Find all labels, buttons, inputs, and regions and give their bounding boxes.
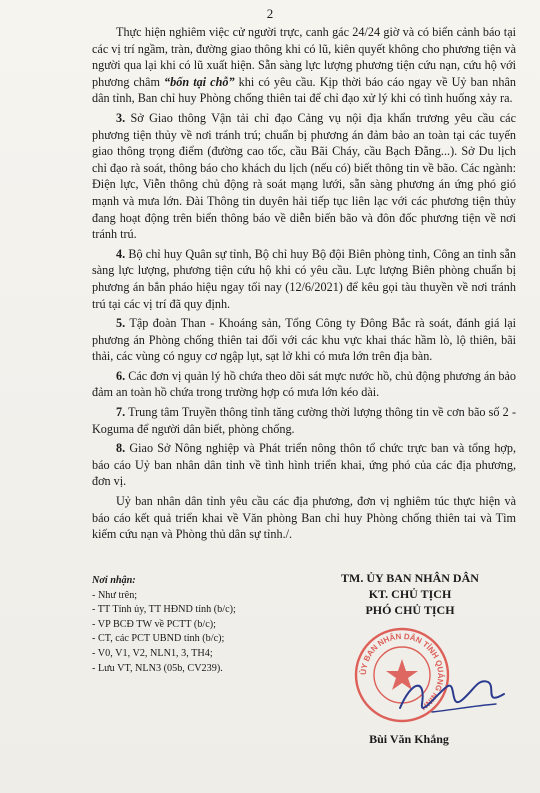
motto-quote: “bốn tại chỗ” (164, 74, 235, 89)
paragraph-item-6 (92, 368, 516, 401)
item-number: 5. (116, 316, 126, 331)
item-number: 7. (116, 405, 126, 420)
recipient-item: - CT, các PCT UBND tỉnh (b/c); (92, 633, 225, 645)
item-number: 6. (116, 368, 126, 383)
paragraph-text: Sở Giao thông Vận tải chỉ đạo Cảng vụ nội địa khẩn trương yêu cầu các phương tiện thủy về nơi tránh trú; chuẩn bị phương án đảm bảo an toàn tại các tuyến giao thông trọng điểm (đường cao tốc, cầu Bãi Cháy, cầu Bạch Đằng...). Sở Du lịch chỉ đạo rà soát, thông báo cho khách du lịch (nếu có) biết thông tin về bão. Các ngành: Điện lực, Viễn thông chủ động rà soát mạng lưới, sẵn sàng phương án ứng phó gió mạnh và mưa lớn. Đài Thông tin duyên hải tiếp tục liên lạc với các phương tiện thủy đang hoạt động trên biển thông báo về diễn biến bão và đôn đốc phương tiện về nơi tránh trú. (92, 110, 516, 242)
paragraph-text: Các đơn vị quản lý hồ chứa theo dõi sát mực nước hồ, chủ động phương án bảo đảm an toàn hồ chứa trong trường hợp có mưa lớn kéo dài. (92, 368, 516, 400)
sign-line-role: KT. CHỦ TỊCH (368, 587, 452, 601)
item-number: 4. (116, 246, 126, 261)
paragraph-text: Bộ chỉ huy Quân sự tỉnh, Bộ chỉ huy Bộ đội Biên phòng tỉnh, Công an tỉnh sẵn sàng lực lượng, phương tiện cứu hộ khi có yêu cầu. Lực lượng Biên phòng chuẩn bị phương án bắn pháo hiệu ngay tối nay (12/6/2021) để kêu gọi tàu thuyền về nơi tránh trú tại các vị trí đã quy định. (92, 246, 516, 311)
paragraph-closing: Uỷ ban nhân dân tỉnh yêu cầu các địa phương, đơn vị nghiêm túc thực hiện và báo cáo kết quả triển khai về Văn phòng Ban chỉ huy Phòng chống thiên tai và Tìm kiếm cứu nạn và Phòng thủ dân sự tỉnh./. (92, 494, 516, 542)
recipient-item: - Lưu VT, NLN3 (05b, CV239). (92, 662, 223, 674)
sign-line-org: TM. ỦY BAN NHÂN DÂN (341, 571, 479, 585)
paragraph-storm-watch (92, 24, 516, 107)
sign-line-title: PHÓ CHỦ TỊCH (365, 603, 455, 617)
paragraph-text: Thực hiện nghiêm việc cử người trực, canh gác 24/24 giờ và có biển cảnh báo tại các vị trí ngầm, tràn, đường giao thông khi có lũ, kiên quyết không cho phương tiện và người qua lại khi có lũ xuất hiện. Sẵn sàng lực lượng phương tiện cứu nạn, cứu hộ với phương châm (92, 25, 516, 89)
item-number: 8. (116, 441, 126, 456)
recipient-item: - VP BCĐ TW về PCTT (b/c); (92, 618, 216, 630)
recipient-item: - Như trên; (92, 589, 138, 601)
document-body (92, 24, 516, 546)
page-number: 2 (266, 6, 274, 21)
recipients-list (92, 574, 302, 676)
paragraph-item-3 (92, 110, 516, 243)
item-number: 3. (116, 110, 126, 125)
recipient-item: - TT Tỉnh ủy, TT HĐND tỉnh (b/c); (92, 604, 236, 616)
paragraph-text: Giao Sở Nông nghiệp và Phát triển nông thôn tổ chức trực ban và tổng hợp, báo cáo Uỷ ban nhân dân tỉnh về tình hình triển khai, ứng phó của các địa phương, đơn vị. (92, 441, 516, 489)
signer-name: Bùi Văn Khắng (369, 732, 449, 746)
paragraph-text: khi có yêu cầu. Kịp thời báo cáo ngay về Uỷ ban nhân dân tỉnh, Ban chỉ huy Phòng chống thiên tai để chỉ đạo xử lý khi có tình huống xảy ra. (92, 74, 516, 106)
handwritten-signature (392, 660, 512, 730)
paragraph-item-8 (92, 440, 516, 490)
seal-text: ỦY BAN NHÂN DÂN TỈNH QUẢNG NINH (358, 631, 446, 712)
paragraph-item-4 (92, 246, 516, 312)
recipient-item: - V0, V1, V2, NLN1, 3, TH4; (92, 647, 213, 659)
signature-titles (300, 570, 520, 618)
recipients-header: Nơi nhận: (92, 575, 136, 586)
paragraph-item-7 (92, 404, 516, 437)
paragraph-text: Tập đoàn Than - Khoáng sản, Tổng Công ty Đông Bắc rà soát, đánh giá lại phương án Phòng chống thiên tai đối với các khu vực khai thác hầm lò, lộ thiên, bãi thải, các vùng có nguy cơ ngập lụt, sạt lở khi có mưa lớn trên địa bàn. (92, 316, 516, 364)
paragraph-item-5 (92, 315, 516, 365)
paragraph-text: Trung tâm Truyền thông tỉnh tăng cường thời lượng thông tin về cơn bão số 2 - Koguma để người dân biết, phòng chống. (92, 405, 516, 436)
